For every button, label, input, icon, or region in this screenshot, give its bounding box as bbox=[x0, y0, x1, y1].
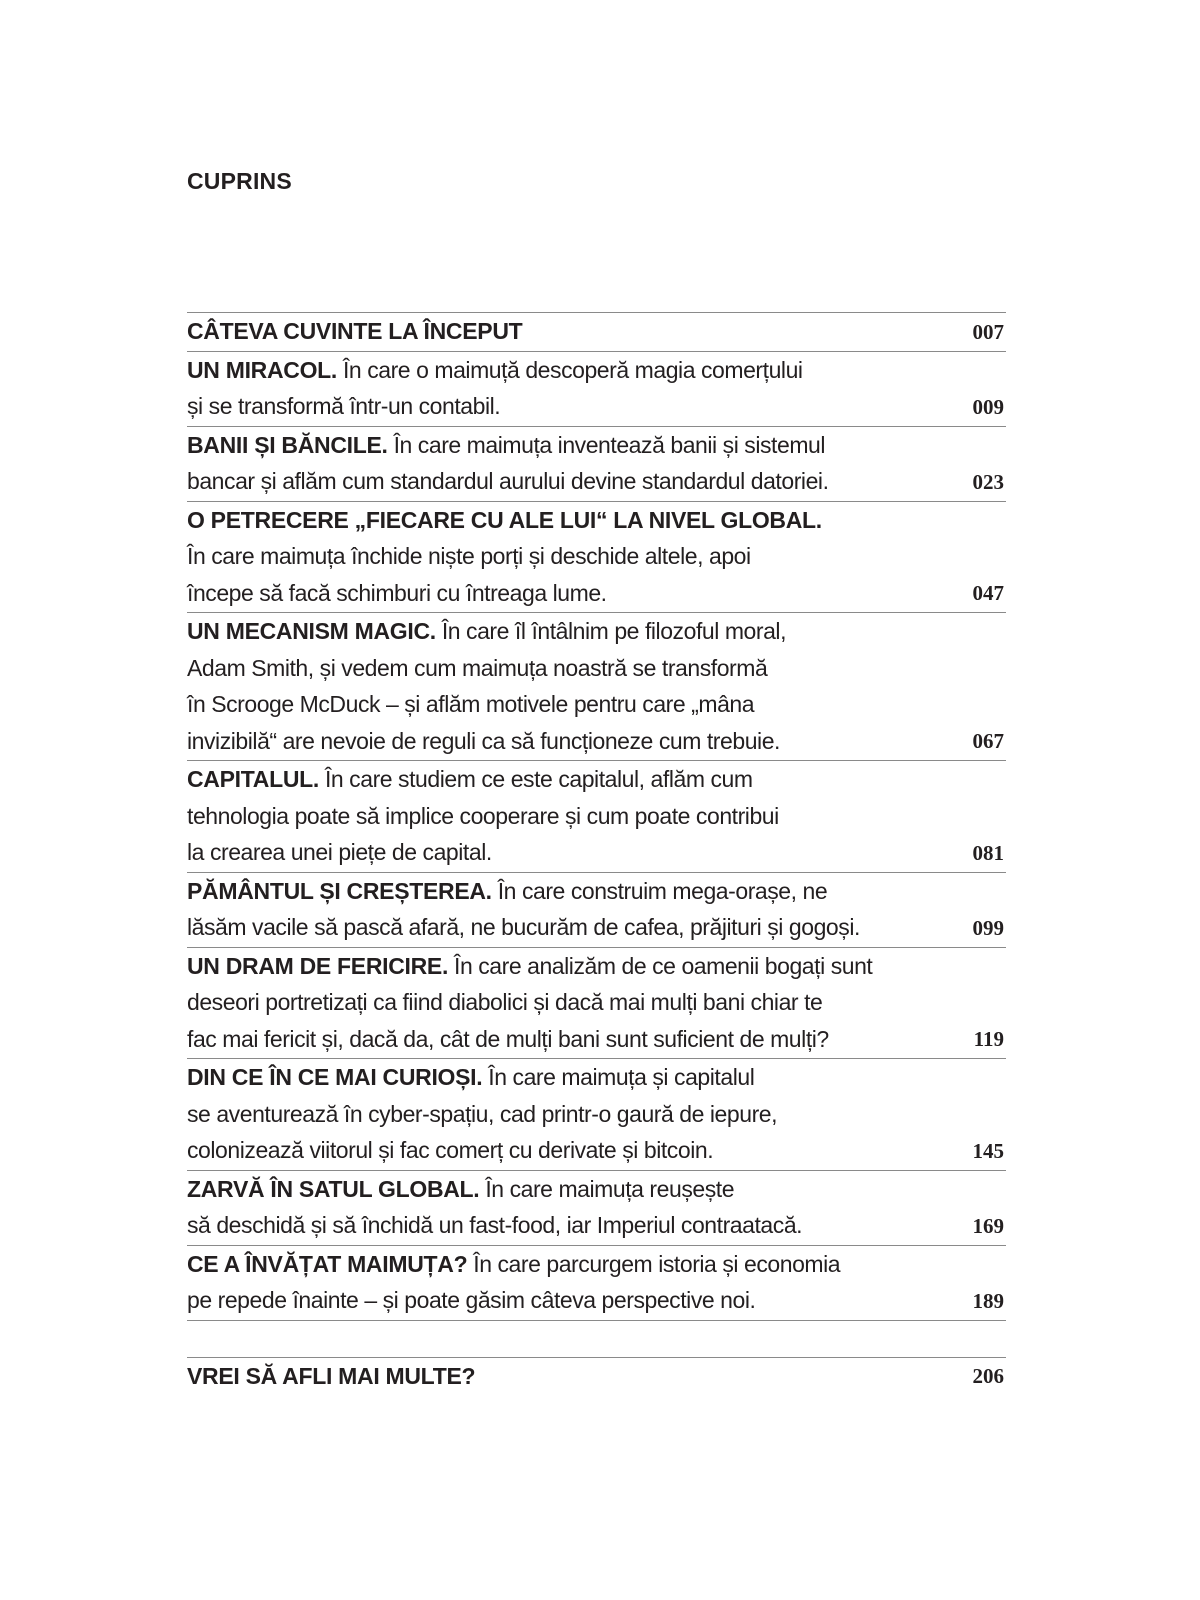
toc-entry-heading: VREI SĂ AFLI MAI MULTE? bbox=[187, 1362, 476, 1389]
toc-entry bbox=[187, 612, 1006, 760]
toc-entry-line bbox=[187, 614, 1006, 651]
toc-entry-line bbox=[187, 503, 1006, 540]
toc-entry-description: În care analizăm de ce oamenii bogați sunt bbox=[448, 952, 873, 979]
toc-entry bbox=[187, 947, 1006, 1059]
toc-entry-description: În care maimuța reușește bbox=[479, 1175, 735, 1202]
toc-entry bbox=[187, 351, 1006, 426]
toc-entry-line: și se transformă într-un contabil. bbox=[187, 393, 501, 419]
toc-entry-heading: UN MECANISM MAGIC. bbox=[187, 618, 436, 644]
toc-entry-line bbox=[187, 1060, 1006, 1097]
table-of-contents bbox=[187, 312, 1006, 1395]
toc-page-number: 145 bbox=[972, 1138, 1004, 1163]
toc-entry-final bbox=[187, 1357, 1006, 1396]
toc-entry-heading: UN MIRACOL. bbox=[187, 356, 338, 383]
toc-entry bbox=[187, 426, 1006, 501]
toc-entry-heading: O PETRECERE „FIECARE CU ALE LUI“ LA NIVEL GLOBAL. bbox=[187, 506, 822, 533]
toc-page-number: 099 bbox=[972, 915, 1004, 940]
toc-entry bbox=[187, 1245, 1006, 1321]
toc-page-number: 067 bbox=[972, 729, 1004, 753]
toc-entry-description: În care maimuța și capitalul bbox=[482, 1064, 755, 1090]
toc-entry bbox=[187, 872, 1006, 947]
toc-entry-description: În care o maimuță descoperă magia comerțului bbox=[337, 356, 803, 383]
toc-page-number: 169 bbox=[972, 1213, 1004, 1238]
toc-entry-description: În care maimuța inventează banii și sistemul bbox=[387, 431, 826, 458]
toc-entry-heading: CAPITALUL. bbox=[187, 766, 320, 792]
toc-entry-line: deseori portretizați ca fiind diabolici și dacă mai mulți bani chiar te bbox=[187, 989, 823, 1015]
toc-entry-line: fac mai fericit și, dacă da, cât de mulți bani sunt suficient de mulți? bbox=[187, 1025, 829, 1052]
toc-page-number: 009 bbox=[972, 394, 1004, 419]
toc-page-number: 047 bbox=[972, 581, 1004, 605]
toc-entry-line: invizibilă“ are nevoie de reguli ca să funcționeze cum trebuie. bbox=[187, 727, 780, 754]
toc-entry bbox=[187, 312, 1006, 351]
toc-entry-heading: ZARVĂ ÎN SATUL GLOBAL. bbox=[187, 1175, 480, 1202]
toc-entry-line bbox=[187, 353, 1006, 390]
toc-entry bbox=[187, 1058, 1006, 1170]
toc-page-number: 007 bbox=[972, 319, 1004, 344]
toc-entry-line: Adam Smith, și vedem cum maimuța noastră se transformă bbox=[187, 654, 768, 681]
toc-entry-line: În care maimuța închide niște porți și deschide altele, apoi bbox=[187, 543, 751, 569]
toc-entry bbox=[187, 760, 1006, 872]
toc-entry-heading: CÂTEVA CUVINTE LA ÎNCEPUT bbox=[187, 318, 523, 344]
toc-entry-line bbox=[187, 314, 1006, 351]
toc-entry-line: la crearea unei piețe de capital. bbox=[187, 839, 492, 865]
toc-entry-line: începe să facă schimburi cu întreaga lume. bbox=[187, 579, 607, 606]
toc-entry-line: tehnologia poate să implice cooperare și cum poate contribui bbox=[187, 802, 779, 829]
toc-entry-line: în Scrooge McDuck – și aflăm motivele pentru care „mâna bbox=[187, 691, 755, 717]
toc-entry-description: În care parcurgem istoria și economia bbox=[467, 1250, 841, 1277]
toc-entry-line: colonizează viitorul și fac comerț cu derivate și bitcoin. bbox=[187, 1137, 714, 1163]
page-title: CUPRINS bbox=[187, 168, 292, 194]
toc-entry-line bbox=[187, 1247, 1006, 1284]
toc-page-number: 189 bbox=[972, 1288, 1004, 1313]
toc-entry-heading: PĂMÂNTUL ȘI CREȘTEREA. bbox=[187, 877, 492, 904]
toc-entry-line bbox=[187, 874, 1006, 911]
toc-entry-heading: DIN CE ÎN CE MAI CURIOȘI. bbox=[187, 1064, 483, 1090]
toc-entry-heading: UN DRAM DE FERICIRE. bbox=[187, 952, 449, 979]
toc-entry-line: să deschidă și să închidă un fast-food, iar Imperiul contraatacă. bbox=[187, 1212, 803, 1238]
toc-entry-line bbox=[187, 762, 1006, 799]
toc-page-number: 081 bbox=[972, 840, 1004, 865]
toc-entry-line: bancar și aflăm cum standardul aurului devine standardul datoriei. bbox=[187, 468, 829, 494]
toc-entry-line: lăsăm vacile să pască afară, ne bucurăm de cafea, prăjituri și gogoși. bbox=[187, 914, 860, 940]
toc-entry-heading: BANII ȘI BĂNCILE. bbox=[187, 431, 388, 458]
toc-entry bbox=[187, 501, 1006, 613]
toc-entry-line: pe repede înainte – și poate găsim câteva perspective noi. bbox=[187, 1287, 756, 1313]
toc-entry-line: se aventurează în cyber-spațiu, cad printr-o gaură de iepure, bbox=[187, 1100, 778, 1127]
toc-page-number: 119 bbox=[973, 1027, 1004, 1051]
toc-entry-line bbox=[187, 428, 1006, 465]
toc-entry-line bbox=[187, 1172, 1006, 1209]
toc-page-number: 206 bbox=[972, 1364, 1004, 1388]
toc-entry-line bbox=[187, 949, 1006, 986]
toc-entry-description: În care construim mega-orașe, ne bbox=[491, 877, 828, 904]
toc-page-number: 023 bbox=[972, 469, 1004, 494]
toc-entry-heading: CE A ÎNVĂȚAT MAIMUȚA? bbox=[187, 1250, 468, 1277]
toc-entry bbox=[187, 1170, 1006, 1245]
toc-entry-description: În care îl întâlnim pe filozoful moral, bbox=[435, 618, 787, 644]
toc-entry-description: În care studiem ce este capitalul, aflăm cum bbox=[319, 766, 753, 792]
